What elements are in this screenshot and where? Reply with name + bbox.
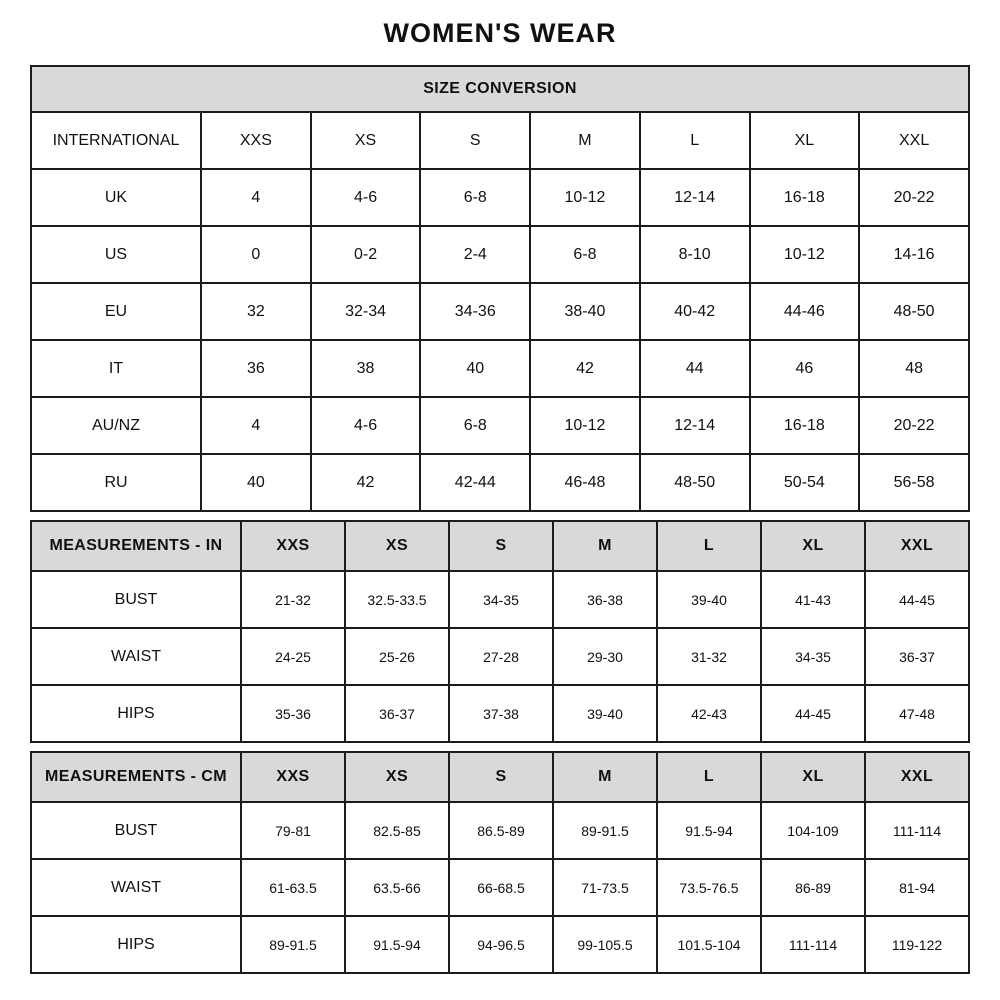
measurement-row xyxy=(31,685,969,742)
size-value: 38-40 xyxy=(530,283,640,340)
measurement-value: 91.5-94 xyxy=(657,802,761,859)
size-header-cell: L xyxy=(657,521,761,571)
measurements-in-body xyxy=(31,521,969,742)
measurement-value: 82.5-85 xyxy=(345,802,449,859)
size-header-cell: XL xyxy=(761,521,865,571)
measurement-value: 99-105.5 xyxy=(553,916,657,973)
measurement-value: 89-91.5 xyxy=(553,802,657,859)
size-value: 36 xyxy=(201,340,311,397)
measurement-value: 24-25 xyxy=(241,628,345,685)
size-value: 40-42 xyxy=(640,283,750,340)
measurement-value: 31-32 xyxy=(657,628,761,685)
size-value: 56-58 xyxy=(859,454,969,511)
measurements-title: MEASUREMENTS - IN xyxy=(31,521,241,571)
measurement-value: 34-35 xyxy=(449,571,553,628)
measurements-title: MEASUREMENTS - CM xyxy=(31,752,241,802)
size-value: 10-12 xyxy=(750,226,860,283)
measurement-value: 101.5-104 xyxy=(657,916,761,973)
measurement-label: BUST xyxy=(31,802,241,859)
measurement-value: 94-96.5 xyxy=(449,916,553,973)
size-conversion-row xyxy=(31,340,969,397)
measurement-value: 37-38 xyxy=(449,685,553,742)
measurement-value: 66-68.5 xyxy=(449,859,553,916)
measurement-value: 119-122 xyxy=(865,916,969,973)
measurement-value: 63.5-66 xyxy=(345,859,449,916)
measurement-label: WAIST xyxy=(31,859,241,916)
size-value: 0 xyxy=(201,226,311,283)
size-value: 42 xyxy=(311,454,421,511)
measurement-value: 73.5-76.5 xyxy=(657,859,761,916)
measurements-cm-table xyxy=(30,751,970,974)
region-label: US xyxy=(31,226,201,283)
size-header-cell: XXL xyxy=(865,752,969,802)
size-value: 4 xyxy=(201,169,311,226)
size-conversion-row xyxy=(31,397,969,454)
measurement-value: 29-30 xyxy=(553,628,657,685)
size-header-cell: XS xyxy=(311,112,421,169)
size-value: 46-48 xyxy=(530,454,640,511)
size-value: 2-4 xyxy=(420,226,530,283)
region-label: EU xyxy=(31,283,201,340)
measurement-value: 86.5-89 xyxy=(449,802,553,859)
size-value: 34-36 xyxy=(420,283,530,340)
size-value: 10-12 xyxy=(530,397,640,454)
measurement-label: HIPS xyxy=(31,685,241,742)
measurement-value: 111-114 xyxy=(761,916,865,973)
measurement-value: 39-40 xyxy=(553,685,657,742)
size-header-cell: M xyxy=(530,112,640,169)
page-title: WOMEN'S WEAR xyxy=(383,18,617,48)
size-conversion-title-row xyxy=(31,66,969,112)
size-conversion-header-row xyxy=(31,112,969,169)
measurements-header-row xyxy=(31,521,969,571)
size-header-cell: L xyxy=(657,752,761,802)
size-value: 42 xyxy=(530,340,640,397)
size-value: 48-50 xyxy=(640,454,750,511)
size-header-cell: S xyxy=(420,112,530,169)
size-value: 6-8 xyxy=(530,226,640,283)
measurement-value: 32.5-33.5 xyxy=(345,571,449,628)
measurement-value: 91.5-94 xyxy=(345,916,449,973)
size-header-cell: XXS xyxy=(201,112,311,169)
measurements-in-table xyxy=(30,520,970,743)
size-header-cell: S xyxy=(449,521,553,571)
measurement-value: 21-32 xyxy=(241,571,345,628)
size-value: 8-10 xyxy=(640,226,750,283)
measurements-header-row xyxy=(31,752,969,802)
size-conversion-row xyxy=(31,226,969,283)
size-conversion-table xyxy=(30,65,970,512)
size-header-cell: M xyxy=(553,752,657,802)
size-header-cell: XL xyxy=(750,112,860,169)
size-value: 40 xyxy=(420,340,530,397)
measurement-value: 71-73.5 xyxy=(553,859,657,916)
measurement-row xyxy=(31,802,969,859)
measurement-value: 34-35 xyxy=(761,628,865,685)
measurement-value: 25-26 xyxy=(345,628,449,685)
size-value: 44 xyxy=(640,340,750,397)
size-value: 44-46 xyxy=(750,283,860,340)
size-value: 20-22 xyxy=(859,397,969,454)
size-header-cell: L xyxy=(640,112,750,169)
size-value: 10-12 xyxy=(530,169,640,226)
measurement-row xyxy=(31,859,969,916)
size-value: 16-18 xyxy=(750,397,860,454)
size-value: 20-22 xyxy=(859,169,969,226)
size-value: 12-14 xyxy=(640,397,750,454)
measurement-value: 42-43 xyxy=(657,685,761,742)
measurement-label: BUST xyxy=(31,571,241,628)
measurement-row xyxy=(31,571,969,628)
measurement-value: 36-37 xyxy=(345,685,449,742)
size-value: 32-34 xyxy=(311,283,421,340)
size-header-cell: XS xyxy=(345,752,449,802)
size-header-cell: XXS xyxy=(241,521,345,571)
size-value: 42-44 xyxy=(420,454,530,511)
size-header-cell: XS xyxy=(345,521,449,571)
size-conversion-row xyxy=(31,283,969,340)
region-label: AU/NZ xyxy=(31,397,201,454)
measurement-value: 81-94 xyxy=(865,859,969,916)
region-label: UK xyxy=(31,169,201,226)
size-value: 6-8 xyxy=(420,169,530,226)
size-value: 6-8 xyxy=(420,397,530,454)
measurement-label: WAIST xyxy=(31,628,241,685)
measurement-value: 104-109 xyxy=(761,802,865,859)
international-header-cell: INTERNATIONAL xyxy=(31,112,201,169)
size-value: 4-6 xyxy=(311,169,421,226)
measurement-value: 47-48 xyxy=(865,685,969,742)
size-value: 4-6 xyxy=(311,397,421,454)
size-value: 50-54 xyxy=(750,454,860,511)
measurement-value: 44-45 xyxy=(865,571,969,628)
size-value: 12-14 xyxy=(640,169,750,226)
measurements-cm-body xyxy=(31,752,969,973)
measurement-value: 36-37 xyxy=(865,628,969,685)
size-value: 0-2 xyxy=(311,226,421,283)
measurement-value: 111-114 xyxy=(865,802,969,859)
measurement-row xyxy=(31,628,969,685)
size-conversion-title: SIZE CONVERSION xyxy=(31,66,969,112)
size-value: 46 xyxy=(750,340,860,397)
size-value: 40 xyxy=(201,454,311,511)
measurement-value: 79-81 xyxy=(241,802,345,859)
size-value: 32 xyxy=(201,283,311,340)
size-value: 4 xyxy=(201,397,311,454)
measurement-value: 61-63.5 xyxy=(241,859,345,916)
size-value: 48-50 xyxy=(859,283,969,340)
measurement-value: 36-38 xyxy=(553,571,657,628)
size-value: 14-16 xyxy=(859,226,969,283)
size-header-cell: M xyxy=(553,521,657,571)
size-header-cell: XXL xyxy=(865,521,969,571)
measurement-value: 39-40 xyxy=(657,571,761,628)
region-label: RU xyxy=(31,454,201,511)
size-conversion-row xyxy=(31,169,969,226)
size-value: 16-18 xyxy=(750,169,860,226)
size-value: 48 xyxy=(859,340,969,397)
size-header-cell: S xyxy=(449,752,553,802)
size-value: 38 xyxy=(311,340,421,397)
size-conversion-row xyxy=(31,454,969,511)
size-header-cell: XL xyxy=(761,752,865,802)
measurement-value: 41-43 xyxy=(761,571,865,628)
measurement-value: 35-36 xyxy=(241,685,345,742)
measurement-value: 27-28 xyxy=(449,628,553,685)
size-conversion-body xyxy=(31,66,969,511)
region-label: IT xyxy=(31,340,201,397)
measurement-value: 44-45 xyxy=(761,685,865,742)
size-header-cell: XXL xyxy=(859,112,969,169)
measurement-label: HIPS xyxy=(31,916,241,973)
measurement-row xyxy=(31,916,969,973)
measurement-value: 89-91.5 xyxy=(241,916,345,973)
measurement-value: 86-89 xyxy=(761,859,865,916)
size-header-cell: XXS xyxy=(241,752,345,802)
